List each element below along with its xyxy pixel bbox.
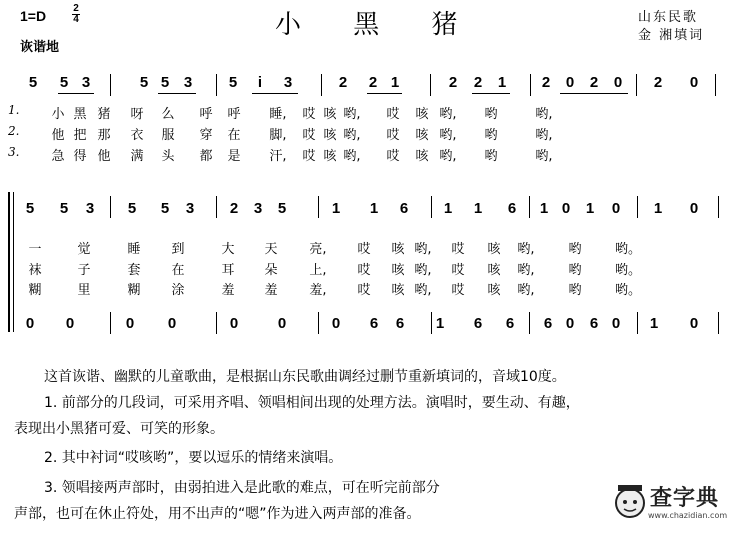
note: 0 bbox=[65, 315, 75, 332]
lyric-word: 他 bbox=[97, 149, 111, 164]
lyric-word: 哎 bbox=[357, 283, 371, 298]
lyric-word: 哎 bbox=[357, 242, 371, 257]
lyric-word: 哟 bbox=[484, 128, 498, 143]
note: 5 bbox=[139, 74, 149, 91]
note: 1 bbox=[473, 200, 483, 217]
lyric-word: 咳 bbox=[391, 263, 405, 278]
barline bbox=[637, 196, 638, 218]
lyric-word: 在 bbox=[171, 263, 185, 278]
note: 6 bbox=[473, 315, 483, 332]
note: i bbox=[257, 74, 263, 91]
time-signature-top: 2 bbox=[73, 3, 79, 14]
lyric-word: 咳 bbox=[487, 283, 501, 298]
barline bbox=[216, 312, 217, 334]
lyric-word: 那 bbox=[97, 128, 111, 143]
lyric-word: 哟, bbox=[439, 149, 457, 164]
lyric-word: 大 bbox=[221, 242, 235, 257]
song-title: 小 黑 猪 bbox=[275, 10, 480, 40]
verse-number: 2. bbox=[8, 124, 20, 138]
note: 5 bbox=[59, 74, 69, 91]
eighth-beam bbox=[158, 93, 196, 94]
lyric-word: 哟, bbox=[414, 242, 432, 257]
lyric-word: 汗, bbox=[269, 149, 287, 164]
lyric-word: 穿 bbox=[199, 128, 213, 143]
lyric-word: 咳 bbox=[323, 149, 337, 164]
credit-origin: 山东民歌 bbox=[638, 10, 699, 25]
barline bbox=[718, 312, 719, 334]
lyric-word: 哟。 bbox=[614, 242, 642, 257]
lyric-word: 咳 bbox=[323, 128, 337, 143]
note: 0 bbox=[565, 315, 575, 332]
note: 1 bbox=[443, 200, 453, 217]
lyric-word: 哟, bbox=[343, 128, 361, 143]
lyric-word: 哟。 bbox=[614, 283, 642, 298]
lyric-word: 哟 bbox=[568, 263, 582, 278]
note: 0 bbox=[689, 74, 699, 91]
note: 2 bbox=[338, 74, 348, 91]
lyric-word: 呼 bbox=[199, 107, 213, 122]
lyric-word: 糊 bbox=[127, 283, 141, 298]
note: 1 bbox=[390, 74, 400, 91]
note: 2 bbox=[589, 74, 599, 91]
note: 0 bbox=[25, 315, 35, 332]
lyric-word: 衣 bbox=[130, 128, 144, 143]
lyric-word: 哎 bbox=[451, 283, 465, 298]
barline bbox=[110, 312, 111, 334]
lyric-word: 黑 bbox=[73, 107, 87, 122]
lyric-word: 袜 bbox=[28, 263, 42, 278]
lyric-word: 套 bbox=[127, 263, 141, 278]
note: 6 bbox=[395, 315, 405, 332]
note: 0 bbox=[689, 315, 699, 332]
note: 2 bbox=[448, 74, 458, 91]
lyric-word: 哎 bbox=[386, 149, 400, 164]
watermark-name: 查字典 bbox=[650, 486, 720, 511]
barline bbox=[216, 196, 217, 218]
note: 0 bbox=[611, 315, 621, 332]
note: 1 bbox=[497, 74, 507, 91]
lyric-word: 哎 bbox=[386, 128, 400, 143]
lyric-word: 哟, bbox=[517, 242, 535, 257]
lyric-word: 猪 bbox=[97, 107, 111, 122]
barline bbox=[110, 196, 111, 218]
verse-number: 3. bbox=[8, 145, 20, 159]
lyric-word: 哎 bbox=[302, 128, 316, 143]
note-paragraph-2: 2. 其中衬词“哎咳哟”，要以逗乐的情绪来演唱。 bbox=[44, 450, 343, 466]
lyric-word: 咳 bbox=[415, 128, 429, 143]
note: 1 bbox=[653, 200, 663, 217]
barline bbox=[318, 312, 319, 334]
note: 3 bbox=[81, 74, 91, 91]
lyric-word: 哟, bbox=[517, 283, 535, 298]
note: 1 bbox=[539, 200, 549, 217]
note: 2 bbox=[473, 74, 483, 91]
lyric-word: 哟, bbox=[439, 128, 457, 143]
barline bbox=[321, 74, 322, 96]
lyric-word: 咳 bbox=[487, 242, 501, 257]
lyric-word: 里 bbox=[77, 283, 91, 298]
note: 6 bbox=[507, 200, 517, 217]
eighth-beam bbox=[58, 93, 94, 94]
lyric-word: 咳 bbox=[487, 263, 501, 278]
lyric-word: 都 bbox=[199, 149, 213, 164]
lyric-word: 把 bbox=[73, 128, 87, 143]
tempo-style: 诙谐地 bbox=[20, 40, 60, 55]
lyric-word: 哟, bbox=[414, 283, 432, 298]
lyric-word: 子 bbox=[77, 263, 91, 278]
lyric-word: 哟, bbox=[414, 263, 432, 278]
time-signature bbox=[72, 4, 80, 25]
note: 0 bbox=[561, 200, 571, 217]
note: 0 bbox=[613, 74, 623, 91]
lyric-word: 羞, bbox=[309, 283, 327, 298]
note: 0 bbox=[689, 200, 699, 217]
lyric-word: 他 bbox=[51, 128, 65, 143]
note: 5 bbox=[28, 74, 38, 91]
lyric-word: 羞 bbox=[264, 283, 278, 298]
lyric-word: 哟 bbox=[568, 242, 582, 257]
lyric-word: 哟, bbox=[535, 107, 553, 122]
note: 0 bbox=[277, 315, 287, 332]
note: 5 bbox=[59, 200, 69, 217]
note: 1 bbox=[435, 315, 445, 332]
watermark-url: www.chazidian.com bbox=[648, 511, 728, 520]
barline bbox=[110, 74, 111, 96]
lyric-word: 糊 bbox=[28, 283, 42, 298]
eighth-beam bbox=[560, 93, 628, 94]
note: 5 bbox=[228, 74, 238, 91]
note: 1 bbox=[369, 200, 379, 217]
lyric-word: 咳 bbox=[391, 242, 405, 257]
lyric-word: 哟 bbox=[484, 107, 498, 122]
note: 5 bbox=[25, 200, 35, 217]
note: 2 bbox=[653, 74, 663, 91]
lyric-word: 哎 bbox=[386, 107, 400, 122]
lyric-word: 到 bbox=[171, 242, 185, 257]
note: 6 bbox=[505, 315, 515, 332]
watermark-logo bbox=[610, 477, 730, 532]
note: 0 bbox=[125, 315, 135, 332]
note: 2 bbox=[229, 200, 239, 217]
lyric-word: 睡 bbox=[127, 242, 141, 257]
note-paragraph-3a: 3. 领唱接两声部时，由弱拍进入是此歌的难点，可在听完前部分 bbox=[44, 480, 440, 496]
credit-lyricist: 金 湘填词 bbox=[638, 28, 705, 43]
barline bbox=[431, 312, 432, 334]
note: 6 bbox=[589, 315, 599, 332]
lyric-word: 天 bbox=[264, 242, 278, 257]
mascot-icon bbox=[612, 481, 648, 521]
lyric-word: 咳 bbox=[391, 283, 405, 298]
note-paragraph-intro: 这首诙谐、幽默的儿童歌曲，是根据山东民歌曲调经过删节重新填词的，音域10度。 bbox=[44, 369, 566, 385]
note-paragraph-1b: 表现出小黑猪可爱、可笑的形象。 bbox=[14, 421, 224, 437]
lyric-word: 在 bbox=[227, 128, 241, 143]
note: 1 bbox=[331, 200, 341, 217]
lyric-word: 哟 bbox=[568, 283, 582, 298]
lyric-word: 朵 bbox=[264, 263, 278, 278]
note: 5 bbox=[160, 200, 170, 217]
lyric-word: 哟 bbox=[484, 149, 498, 164]
note: 6 bbox=[399, 200, 409, 217]
lyric-word: 服 bbox=[161, 128, 175, 143]
note: 0 bbox=[565, 74, 575, 91]
barline bbox=[431, 196, 432, 218]
lyric-word: 哟, bbox=[517, 263, 535, 278]
note: 3 bbox=[253, 200, 263, 217]
eighth-beam bbox=[252, 93, 298, 94]
lyric-word: 哎 bbox=[302, 149, 316, 164]
lyric-word: 亮, bbox=[309, 242, 327, 257]
lyric-word: 觉 bbox=[77, 242, 91, 257]
lyric-word: 得 bbox=[73, 149, 87, 164]
note: 6 bbox=[369, 315, 379, 332]
lyric-word: 哟, bbox=[343, 107, 361, 122]
lyric-word: 涂 bbox=[171, 283, 185, 298]
lyric-word: 脚, bbox=[269, 128, 287, 143]
lyric-word: 小 bbox=[51, 107, 65, 122]
lyric-word: 哎 bbox=[302, 107, 316, 122]
note: 2 bbox=[368, 74, 378, 91]
note: 5 bbox=[127, 200, 137, 217]
barline bbox=[715, 74, 716, 96]
note: 1 bbox=[585, 200, 595, 217]
barline bbox=[216, 74, 217, 96]
lyric-word: 睡, bbox=[269, 107, 287, 122]
lyric-word: 哎 bbox=[451, 242, 465, 257]
lyric-word: 羞 bbox=[221, 283, 235, 298]
note: 0 bbox=[167, 315, 177, 332]
note: 1 bbox=[649, 315, 659, 332]
barline bbox=[13, 192, 14, 332]
barline bbox=[636, 74, 637, 96]
note: 2 bbox=[541, 74, 551, 91]
note-paragraph-1a: 1. 前部分的几段词，可采用齐唱、领唱相间出现的处理方法。演唱时，要生动、有趣， bbox=[44, 395, 580, 411]
lyric-word: 么 bbox=[161, 107, 175, 122]
lyric-word: 头 bbox=[161, 149, 175, 164]
eighth-beam bbox=[367, 93, 402, 94]
lyric-word: 满 bbox=[130, 149, 144, 164]
lyric-word: 哟, bbox=[343, 149, 361, 164]
barline bbox=[530, 74, 531, 96]
barline bbox=[637, 312, 638, 334]
barline bbox=[718, 196, 719, 218]
lyric-word: 上, bbox=[309, 263, 327, 278]
lyric-word: 哟。 bbox=[614, 263, 642, 278]
note: 0 bbox=[331, 315, 341, 332]
key-signature: 1=D bbox=[20, 8, 47, 24]
lyric-word: 咳 bbox=[415, 107, 429, 122]
note: 3 bbox=[85, 200, 95, 217]
lyric-word: 呀 bbox=[130, 107, 144, 122]
barline bbox=[430, 74, 431, 96]
lyric-word: 哎 bbox=[357, 263, 371, 278]
note: 3 bbox=[185, 200, 195, 217]
time-signature-bottom: 4 bbox=[73, 14, 79, 25]
note: 3 bbox=[283, 74, 293, 91]
lyric-word: 咳 bbox=[415, 149, 429, 164]
lyric-word: 耳 bbox=[221, 263, 235, 278]
eighth-beam bbox=[472, 93, 510, 94]
barline bbox=[529, 196, 530, 218]
barline bbox=[318, 196, 319, 218]
lyric-word: 咳 bbox=[323, 107, 337, 122]
barline bbox=[529, 312, 530, 334]
note-paragraph-3b: 声部，也可在休止符处，用不出声的“嗯”作为进入两声部的准备。 bbox=[14, 506, 421, 522]
lyric-word: 呼 bbox=[227, 107, 241, 122]
note: 3 bbox=[183, 74, 193, 91]
note: 0 bbox=[229, 315, 239, 332]
note: 5 bbox=[160, 74, 170, 91]
barline bbox=[8, 192, 10, 332]
note: 6 bbox=[543, 315, 553, 332]
lyric-word: 是 bbox=[227, 149, 241, 164]
lyric-word: 哟, bbox=[535, 149, 553, 164]
lyric-word: 哟, bbox=[535, 128, 553, 143]
lyric-word: 一 bbox=[28, 242, 42, 257]
note: 5 bbox=[277, 200, 287, 217]
lyric-word: 哎 bbox=[451, 263, 465, 278]
note: 0 bbox=[611, 200, 621, 217]
lyric-word: 哟, bbox=[439, 107, 457, 122]
lyric-word: 急 bbox=[51, 149, 65, 164]
verse-number: 1. bbox=[8, 103, 20, 117]
